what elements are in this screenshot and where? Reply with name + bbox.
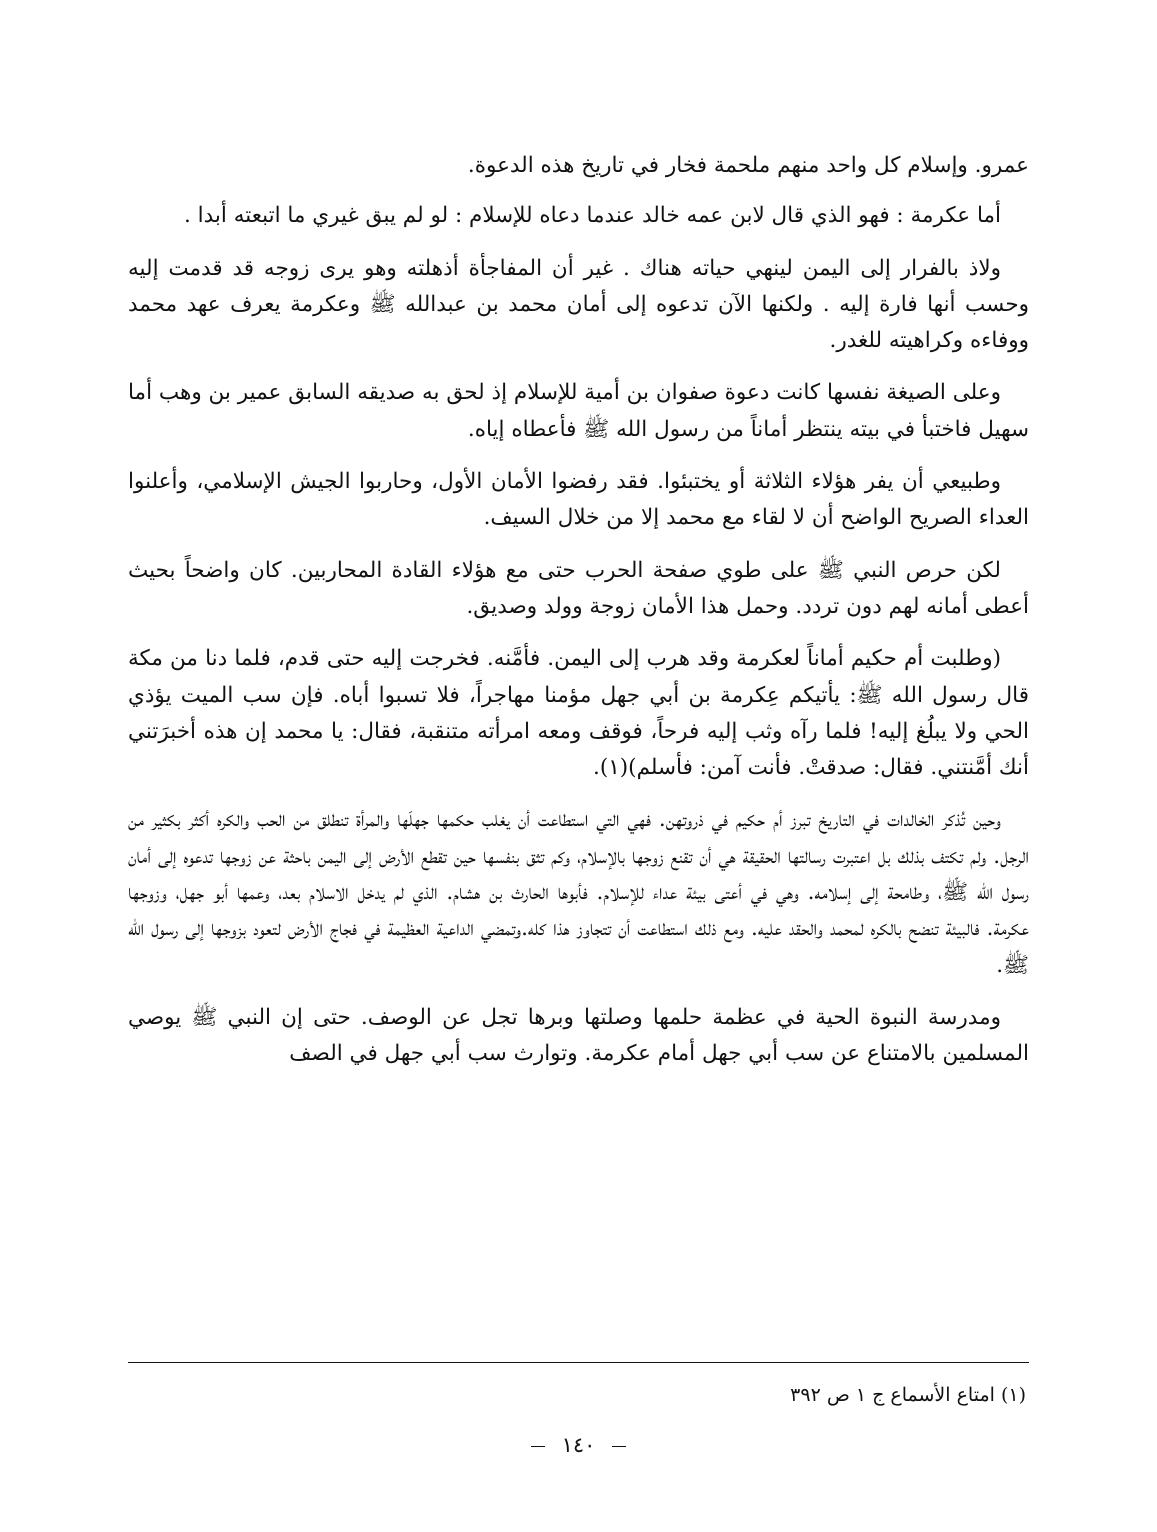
- paragraph: ومدرسة النبوة الحية في عظمة حلمها وصلتها وبرها تجل عن الوصف. حتى إن النبي ﷺ يوصي المسلمين بالامتناع عن سب أبي جهل أمام عكرمة. وتوارث سب أبي جهل في الصف: [128, 1004, 1029, 1067]
- paragraph: وحين تُذكر الخالدات في التاريخ تبرز أم حكيم في ذروتهن. فهي التي استطاعت أن يغلب حكمها جهلَها والمرأة تنطلق من الحب والكره أكثر بكثير من الرجل. ولم تكتف بذلك بل اعتبرت رسالتها الحقيقة هي أن تقنع زوجها بالإسلام، وكم تثق بنفسها حين تقطع الأرض إلى اليمن باحثة عن زوجها تدعوه إلى أمان رسول الله ﷺ، وطامحة إلى إسلامه. وهي في أعتى بيئة عداء للإسلام. فأبوها الحارث بن هشام. الذي لم يدخل الاسلام بعد، وعمها أبو جهل، وزوجها عكرمة. فالبيئة تنضح بالكره لمحمد والحقد عليه. ومع ذلك استطاعت أن تتجاوز هذا كله.وتمضي الداعية العظيمة في فجاج الأرض لتعود بزوجها إلى رسول الله ﷺ.: [128, 807, 1029, 978]
- footnote: (١) امتاع الأسماع ج ١ ص ٣٩٢: [790, 1384, 1026, 1406]
- page-number-dash-left: [612, 1446, 626, 1447]
- paragraph: أما عكرمة : فهو الذي قال لابن عمه خالد عندما دعاه للإسلام : لو لم يبق غيري ما اتبعته أبدا .: [184, 203, 1001, 229]
- paragraph-continuation: عمرو. وإسلام كل واحد منهم ملحمة فخار في تاريخ هذه الدعوة.: [467, 153, 1029, 178]
- paragraph: لكن حرص النبي ﷺ على طوي صفحة الحرب حتى مع هؤلاء القادة المحاربين. كان واضحاً بحيث أعطى أمانه لهم دون تردد. وحمل هذا الأمان زوجة وولد وصديق.: [128, 557, 1029, 619]
- main-text: [128, 148, 1029, 1089]
- footnote-divider: [128, 1362, 1029, 1363]
- paragraph: ولاذ بالفرار إلى اليمن لينهي حياته هناك . غير أن المفاجأة أذهلته وهو يرى زوجه قد قدمت إليه وحسب أنها فارة إليه . ولكنها الآن تدعوه إلى أمان محمد بن عبدالله ﷺ وعكرمة يعرف عهد محمد ووفاءه وكراهيته للغدر.: [128, 255, 1029, 354]
- paragraph: وطبيعي أن يفر هؤلاء الثلاثة أو يختبئوا. فقد رفضوا الأمان الأول، وحاربوا الجيش الإسلامي، وأعلنوا العداء الصريح الواضح أن لا لقاء مع محمد إلا من خلال السيف.: [128, 469, 1029, 531]
- page-number-block: [0, 1430, 1157, 1460]
- paragraph: وعلى الصيغة نفسها كانت دعوة صفوان بن أمية للإسلام إذ لحق به صديقه السابق عمير بن وهب أما سهيل فاختبأ في بيته ينتظر أماناً من رسول الله ﷺ فأعطاه إياه.: [128, 380, 1029, 442]
- page-number: ١٤٠: [561, 1433, 596, 1457]
- page-number-dash-right: [531, 1446, 545, 1447]
- paragraph-quotation: (وطلبت أم حكيم أماناً لعكرمة وقد هرب إلى اليمن. فأمَّنه. فخرجت إليه حتى قدم، فلما دنا من مكة قال رسول الله ﷺ: يأتيكم عِكرمة بن أبي جهل مؤمنا مهاجراً، فلا تسبوا أباه. فإن سب الميت يؤذي الحي ولا يبلُغ إليه! فلما رآه وثب إليه فرحاً، فوقف ومعه امرأته متنقبة، فقال: يا محمد إن هذه أخبرَتني أنك أمَّنتني. فقال: صدقتْ. فأنت آمن: فأسلم)(١).: [128, 646, 1029, 781]
